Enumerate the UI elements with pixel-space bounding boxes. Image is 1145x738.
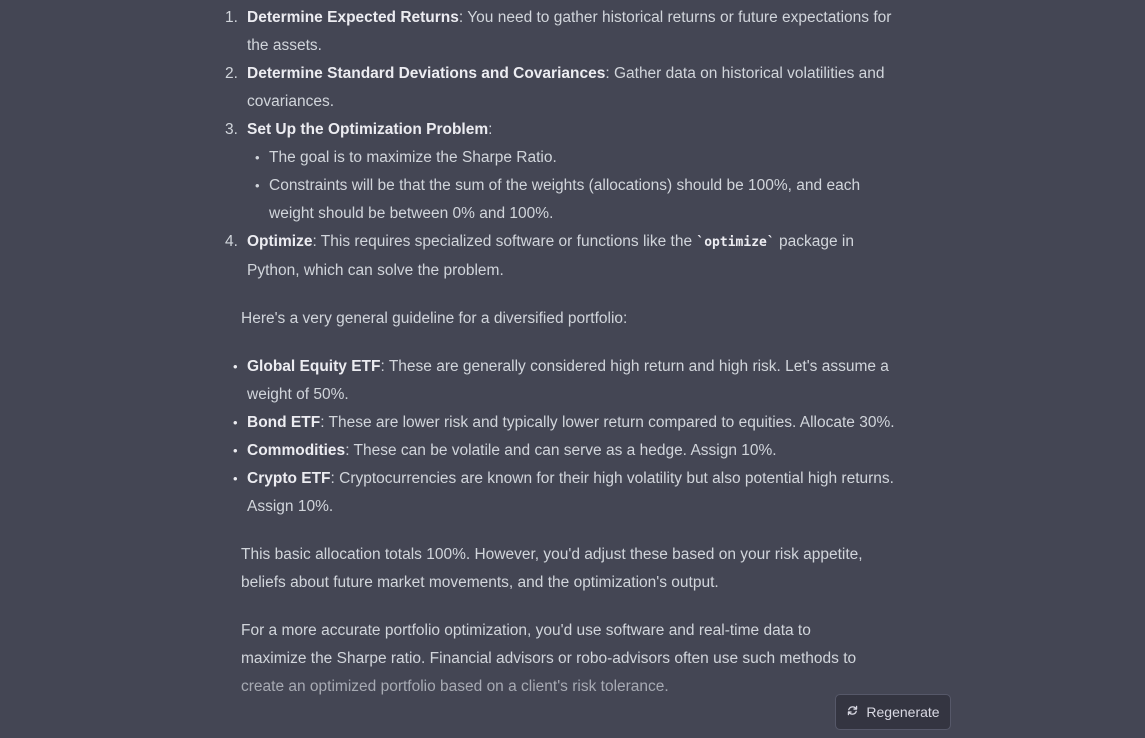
step-item — [225, 60, 896, 116]
step-text: : This requires specialized software or functions like the — [312, 233, 697, 250]
closing-line: For a more accurate portfolio optimization, you'd use software and real-time data to — [241, 622, 811, 639]
allocation-item — [233, 465, 896, 521]
bullet-icon: • — [233, 443, 238, 458]
step-title: Determine Standard Deviations and Covariances — [247, 65, 606, 82]
summary-paragraph: This basic allocation totals 100%. However, you'd adjust these based on your risk appetite, beliefs about future market movements, and the optimization's output. — [241, 546, 863, 591]
allocation-text: : These can be volatile and can serve as a hedge. Assign 10%. — [345, 442, 777, 459]
bullet-icon: • — [233, 471, 238, 486]
step-text: : You need to gather historical returns or future expectations for the assets. — [247, 9, 892, 54]
closing-paragraph — [241, 617, 896, 701]
step-text: : — [488, 121, 493, 138]
guideline-intro: Here's a very general guideline for a diversified portfolio: — [241, 310, 628, 327]
allocation-title: Commodities — [247, 442, 346, 459]
step-title: Optimize — [247, 233, 313, 250]
allocation-title: Crypto ETF — [247, 470, 331, 487]
step-number: 3. — [225, 121, 238, 138]
bullet-icon: • — [255, 178, 260, 193]
allocation-item — [233, 409, 896, 437]
bullet-icon: • — [233, 359, 238, 374]
step-title: Set Up the Optimization Problem — [247, 121, 489, 138]
step-number: 4. — [225, 233, 238, 250]
step-number: 2. — [225, 65, 238, 82]
closing-line: create an optimized portfolio based on a client's risk tolerance. — [241, 678, 669, 695]
bullet-icon: • — [255, 150, 260, 165]
regenerate-label: Regenerate — [866, 704, 940, 720]
step-text: : Gather data on historical volatilities and covariances. — [247, 65, 885, 110]
step-sublist — [247, 144, 896, 228]
allocation-text: : These are generally considered high return and high risk. Let's assume a weight of 50%. — [247, 358, 889, 403]
step-item — [225, 116, 896, 228]
closing-line: maximize the Sharpe ratio. Financial advisors or robo-advisors often use such methods to — [241, 650, 857, 667]
sublist-item — [255, 172, 896, 228]
step-number: 1. — [225, 9, 238, 26]
regenerate-button[interactable] — [835, 694, 951, 730]
optimization-steps — [225, 4, 896, 285]
assistant-message — [225, 4, 896, 701]
allocation-item — [233, 353, 896, 409]
step-item — [225, 228, 896, 285]
allocation-title: Global Equity ETF — [247, 358, 381, 375]
inline-code: `optimize` — [696, 235, 775, 250]
refresh-icon — [846, 704, 859, 720]
sublist-text: The goal is to maximize the Sharpe Ratio. — [269, 149, 557, 166]
allocation-list — [233, 353, 896, 521]
allocation-text: : These are lower risk and typically lower return compared to equities. Allocate 30%. — [320, 414, 895, 431]
step-item — [225, 4, 896, 60]
step-text: package in Python, which can solve the problem. — [247, 233, 854, 279]
step-title: Determine Expected Returns — [247, 9, 459, 26]
allocation-text: : Cryptocurrencies are known for their high volatility but also potential high returns. Assign 10%. — [247, 470, 894, 515]
allocation-item — [233, 437, 896, 465]
allocation-title: Bond ETF — [247, 414, 321, 431]
sublist-item — [255, 144, 896, 172]
bullet-icon: • — [233, 415, 238, 430]
sublist-text: Constraints will be that the sum of the weights (allocations) should be 100%, and each weight should be between 0% and 100%. — [269, 177, 861, 222]
